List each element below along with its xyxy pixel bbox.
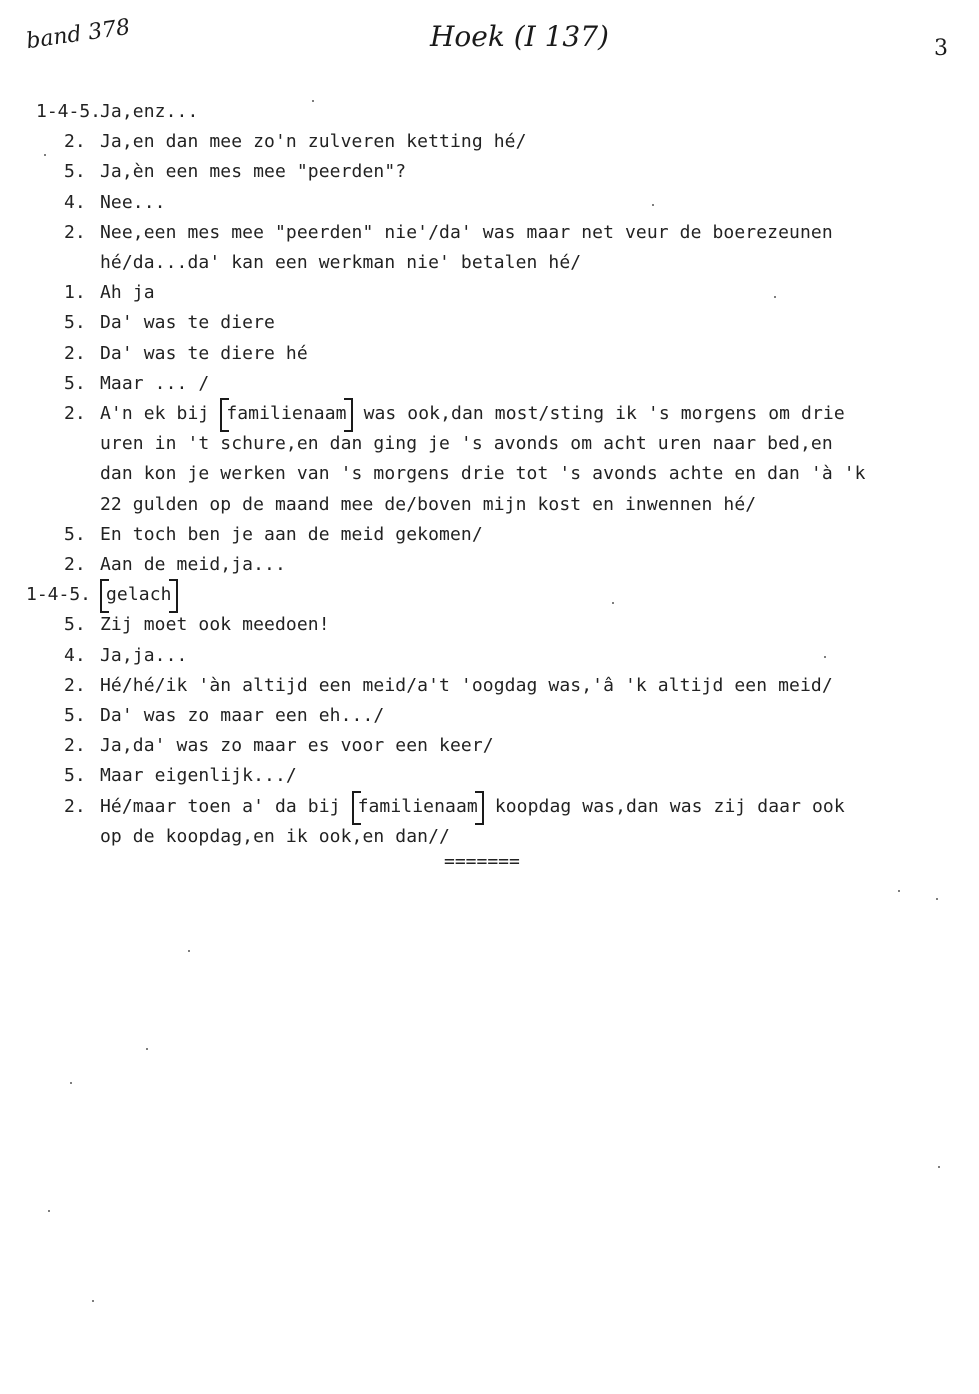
scan-speck: [48, 1210, 50, 1212]
transcript-line: Ah ja: [100, 282, 155, 303]
transcript-line: Ja,ja...: [100, 645, 188, 666]
speaker-label: 5.: [64, 373, 86, 394]
transcript-line: [100, 585, 178, 605]
speaker-label: 2.: [64, 343, 86, 364]
transcript-line: Nee...: [100, 192, 166, 213]
transcript-line: uren in 't schure,en dan ging je 's avonds om acht uren naar bed,en: [100, 433, 833, 454]
speaker-label: 5.: [64, 524, 86, 545]
speaker-label: 4.: [64, 192, 86, 213]
speaker-label: 2.: [64, 131, 86, 152]
transcript-line: En toch ben je aan de meid gekomen/: [100, 524, 483, 545]
speaker-label: 2.: [64, 675, 86, 696]
transcript-line: [100, 404, 845, 424]
transcript-line: Da' was zo maar een eh.../: [100, 705, 385, 726]
scan-speck: [612, 602, 614, 604]
scan-speck: [146, 1048, 148, 1050]
scan-speck: [898, 890, 900, 892]
line-text-after: was ook,dan most/sting ik 's morgens om drie: [363, 403, 845, 424]
transcript-line: Da' was te diere: [100, 312, 275, 333]
transcript-line: Ja,èn een mes mee "peerden"?: [100, 161, 407, 182]
speaker-label: 2.: [64, 403, 86, 424]
band-note: band 378: [24, 14, 132, 55]
speaker-label: 4.: [64, 645, 86, 666]
scan-speck: [938, 1166, 940, 1168]
line-text-before: A'n ek bij: [100, 403, 210, 424]
transcript-line: Ja,enz...: [100, 101, 199, 122]
transcript-line: Maar ... /: [100, 373, 210, 394]
transcript-line: hé/da...da' kan een werkman nie' betalen hé/: [100, 252, 582, 273]
speaker-label: 5.: [64, 705, 86, 726]
transcript-line: Zij moet ook meedoen!: [100, 614, 330, 635]
speaker-label: 2.: [64, 735, 86, 756]
scan-speck: [936, 898, 938, 900]
scan-speck: [774, 296, 776, 298]
transcript-line: Ja,da' was zo maar es voor een keer/: [100, 735, 494, 756]
speaker-label: 1-4-5.: [36, 101, 102, 122]
speaker-label: 2.: [64, 796, 86, 817]
scan-speck: [70, 1082, 72, 1084]
transcript-line: Aan de meid,ja...: [100, 554, 286, 575]
speaker-label: 5.: [64, 765, 86, 786]
speaker-label: 2.: [64, 554, 86, 575]
speaker-label: 5.: [64, 614, 86, 635]
speaker-label: 2.: [64, 222, 86, 243]
scan-speck: [652, 204, 654, 206]
end-rule: =======: [444, 851, 520, 872]
transcript-line: op de koopdag,en ik ook,en dan//: [100, 826, 450, 847]
line-text-after: koopdag was,dan was zij daar ook: [494, 796, 845, 817]
transcript-line: Ja,en dan mee zo'n zulveren ketting hé/: [100, 131, 527, 152]
bracketed-annotation: familienaam: [352, 797, 484, 817]
scan-speck: [92, 1300, 94, 1302]
transcript-line: Nee,een mes mee "peerden" nie'/da' was maar net veur de boerezeunen: [100, 222, 833, 243]
bracketed-annotation: familienaam: [220, 404, 352, 424]
scan-speck: [824, 656, 826, 658]
speaker-label: 1.: [64, 282, 86, 303]
speaker-label: 1-4-5.: [26, 584, 92, 605]
bracketed-annotation: gelach: [100, 585, 178, 605]
page-number: 3: [934, 36, 948, 61]
transcript-line: Hé/hé/ik 'àn altijd een meid/a't 'oogdag was,'â 'k altijd een meid/: [100, 675, 833, 696]
line-text-before: Hé/maar toen a' da bij: [100, 796, 341, 817]
transcript-line: [100, 797, 845, 817]
location-note: Hoek (I 137): [430, 20, 609, 53]
transcript-line: dan kon je werken van 's morgens drie tot 's avonds achte en dan 'à 'k: [100, 463, 866, 484]
transcript-line: 22 gulden op de maand mee de/boven mijn kost en inwennen hé/: [100, 494, 757, 515]
transcript-line: Da' was te diere hé: [100, 343, 308, 364]
speaker-label: 5.: [64, 161, 86, 182]
transcript-line: Maar eigenlijk.../: [100, 765, 297, 786]
speaker-label: 5.: [64, 312, 86, 333]
scan-speck: [312, 100, 314, 102]
scan-speck: [44, 154, 46, 156]
scan-speck: [188, 950, 190, 952]
